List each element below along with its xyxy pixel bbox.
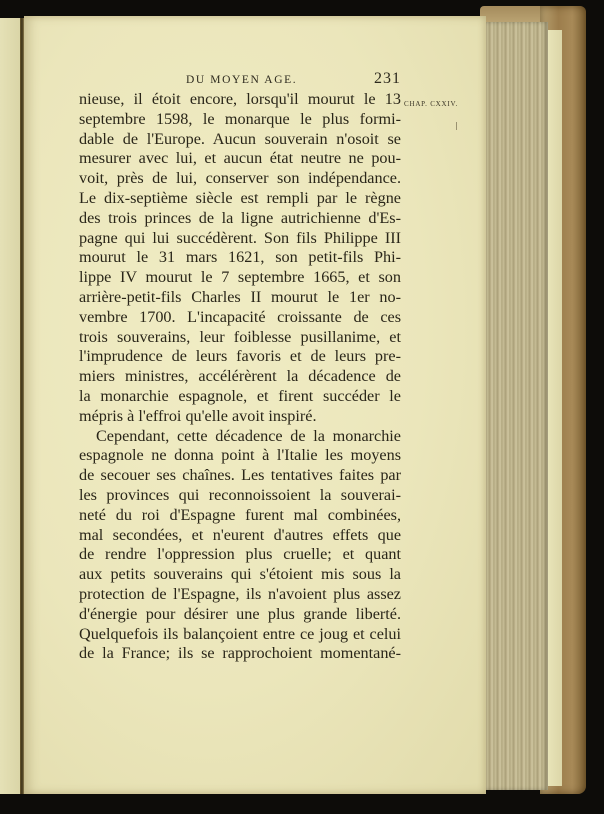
text-line: mépris à l'effroi qu'elle avoit inspiré.: [79, 406, 317, 425]
text-line: de secouer ses chaînes. Les tentatives faites par: [79, 466, 401, 485]
text-line: mal secondées, et n'eurent d'autres effets que: [79, 525, 401, 544]
text-line: trois souverains, leur foiblesse pusillanime, et: [79, 327, 401, 346]
text-line: miers ministres, accélérèrent la décadence de: [79, 367, 401, 386]
text-line: aux petits souverains qui s'étoient mis sous la: [79, 565, 401, 584]
text-line: nieuse, il étoit encore, lorsqu'il mourut le 13: [79, 90, 401, 108]
text-line: Le dix-septième siècle est rempli par le règne: [79, 188, 401, 207]
text-line: d'énergie pour désirer une plus grande liberté.: [79, 604, 401, 623]
page-number: 231: [374, 70, 401, 87]
left-page-edge: [0, 18, 22, 794]
text-line: mesurer avec lui, et aucun état neutre ne pou-: [79, 149, 401, 168]
text-line: neté du roi d'Espagne furent mal combinées,: [79, 505, 401, 524]
text-line: lippe IV mourut le 7 septembre 1665, et son: [79, 268, 401, 287]
page-stack-edge: [548, 30, 562, 786]
text-line: septembre 1598, le monarque le plus formi-: [79, 109, 401, 128]
text-line: la monarchie espagnole, et firent succéder le: [79, 386, 401, 405]
text-line: dable de l'Europe. Aucun souverain n'osoit se: [79, 129, 401, 148]
page-header: [160, 60, 480, 87]
text-line: Cependant, cette décadence de la monarchie: [96, 426, 401, 445]
text-line: de la France; ils se rapprochoient momentané-: [79, 644, 401, 663]
text-line: mourut le 31 mars 1621, son petit-fils Phi-: [79, 248, 401, 267]
margin-chapter-note: CHAP. CXXIV.: [404, 100, 459, 108]
text-line: pagne qui lui succédèrent. Son fils Philippe III: [79, 228, 401, 247]
text-line: espagnole ne donna point à l'Italie les moyens: [79, 446, 401, 465]
margin-mark: [456, 122, 457, 130]
text-line: arrière-petit-fils Charles II mourut le 1er no-: [79, 287, 401, 306]
text-line: vembre 1700. L'incapacité croissante de ces: [79, 307, 401, 326]
text-line: Quelquefois ils balançoient entre ce joug et celui: [79, 624, 401, 643]
text-line: protection de l'Espagne, ils n'avoient plus assez: [79, 584, 401, 603]
body-text: [79, 90, 401, 664]
text-line: des trois princes de la ligne autrichienne d'Es-: [79, 208, 401, 227]
running-head: DU MOYEN AGE.: [186, 74, 298, 86]
text-line: de rendre l'oppression plus cruelle; et quant: [79, 545, 401, 564]
text-line: voit, près de lui, conserver son indépendance.: [79, 169, 401, 188]
text-line: l'imprudence de leurs favoris et de leurs pre-: [79, 347, 401, 366]
text-line: les provinces qui reconnoissoient la souverai-: [79, 485, 401, 504]
page-fore-edge: [486, 22, 548, 790]
